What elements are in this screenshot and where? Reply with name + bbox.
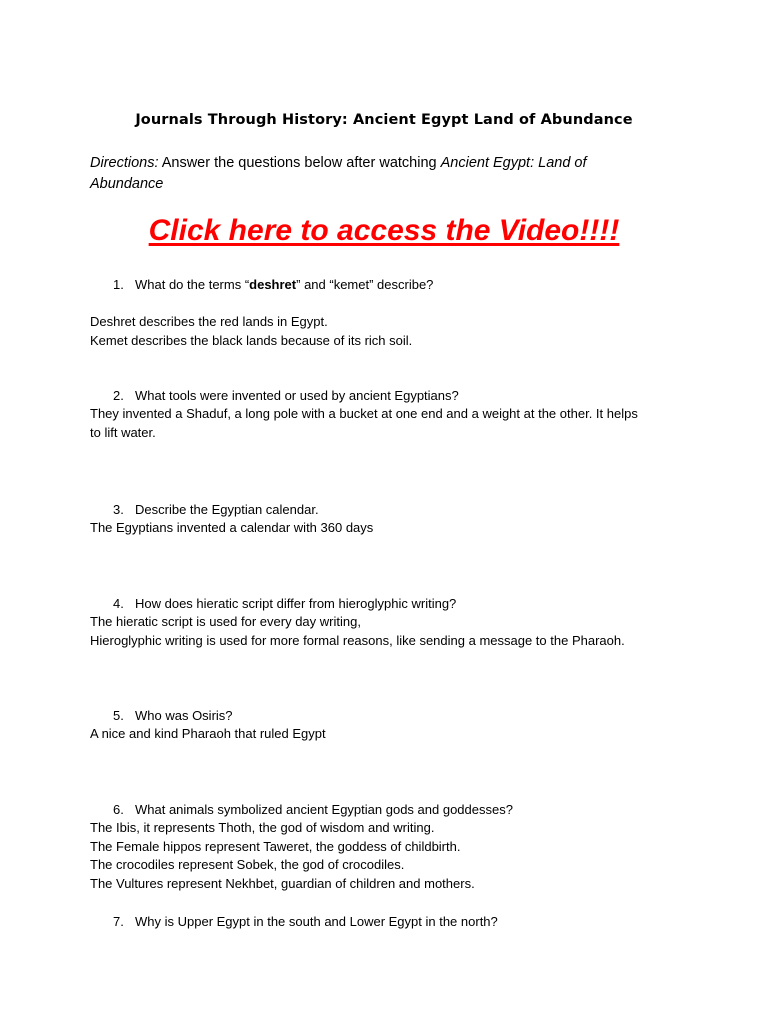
directions-text: Answer the questions below after watching [158, 155, 441, 171]
answer-line: to lift water. [90, 424, 156, 440]
question-number: 2. [113, 388, 124, 403]
question-1 [113, 275, 433, 294]
question-4 [113, 594, 456, 613]
question-2 [113, 386, 459, 405]
answer-line: They invented a Shaduf, a long pole with a bucket at one end and a weight at the other. It helps [90, 406, 638, 421]
question-text: Describe the Egyptian calendar. [135, 502, 319, 517]
question-7 [113, 912, 498, 931]
answer-line: Kemet describes the black lands because of its rich soil. [90, 332, 413, 348]
directions [90, 153, 650, 195]
document-title: Journals Through History: Ancient Egypt Land of Abundance [135, 112, 633, 128]
answer-line: The Female hippos represent Taweret, the goddess of childbirth. [90, 838, 461, 854]
answer-line: The Ibis, it represents Thoth, the god of wisdom and writing. [90, 820, 435, 835]
answer-5 [90, 725, 690, 744]
question-number: 6. [113, 802, 124, 817]
answer-line: The crocodiles represent Sobek, the god of crocodiles. [90, 857, 405, 873]
question-number: 7. [113, 914, 124, 929]
directions-video-title: Ancient Egypt: Land of Abundance [90, 155, 587, 192]
question-6 [113, 800, 513, 819]
answer-line: Deshret describes the red lands in Egypt. [90, 314, 328, 329]
question-text: What do the terms “ [135, 277, 250, 292]
answer-2 [90, 405, 690, 442]
question-number: 3. [113, 502, 124, 517]
answer-6 [90, 819, 690, 893]
question-bold-term: deshret [249, 277, 297, 292]
answer-1 [90, 313, 690, 350]
question-text: What tools were invented or used by ancient Egyptians? [135, 388, 459, 403]
answer-3 [90, 519, 690, 538]
answer-line: The Vultures represent Nekhbet, guardian of children and mothers. [90, 875, 475, 891]
question-text: Why is Upper Egypt in the south and Lower Egypt in the north? [135, 914, 498, 929]
question-3 [113, 500, 319, 519]
question-number: 4. [113, 596, 124, 611]
question-text: ” and “kemet” describe? [296, 277, 434, 292]
question-number: 1. [113, 277, 124, 292]
question-text: What animals symbolized ancient Egyptian gods and goddesses? [135, 802, 513, 817]
directions-label: Directions: [90, 155, 159, 171]
answer-4 [90, 613, 690, 650]
question-5 [113, 706, 233, 725]
question-text: Who was Osiris? [135, 708, 233, 723]
question-number: 5. [113, 708, 124, 723]
answer-line: A nice and kind Pharaoh that ruled Egypt [90, 726, 326, 741]
answer-line: The hieratic script is used for every day writing, [90, 614, 361, 629]
video-link[interactable]: Click here to access the Video!!!! [148, 214, 620, 247]
answer-line: The Egyptians invented a calendar with 360 days [90, 520, 374, 535]
question-text: How does hieratic script differ from hieroglyphic writing? [135, 596, 457, 611]
answer-line: Hieroglyphic writing is used for more formal reasons, like sending a message to the Pharaoh. [90, 632, 625, 648]
